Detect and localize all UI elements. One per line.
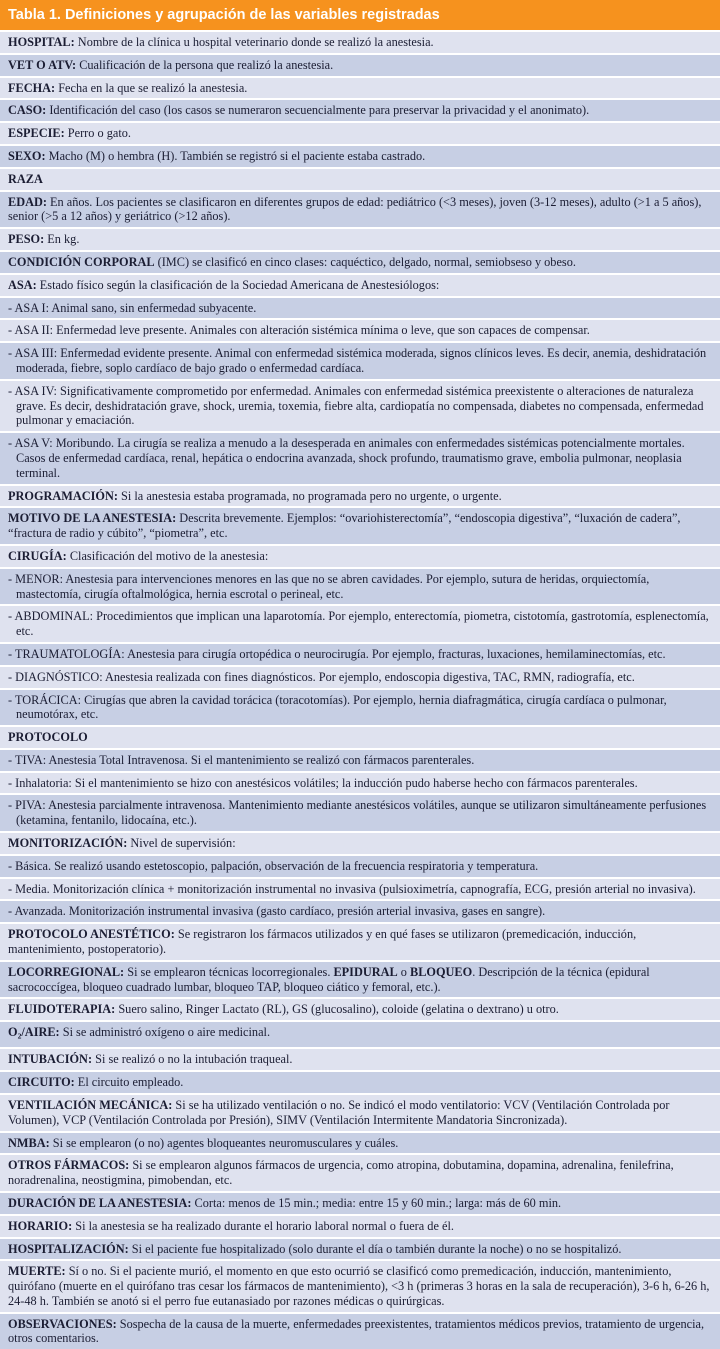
row-term: PROTOCOLO [8,730,88,745]
row-definition: - Inhalatoria: Si el mantenimiento se hizo con anestésicos volátiles; la inducción pudo haberse hecho con fármacos parenterales. [8,775,638,790]
table-row [0,381,720,433]
table-row [0,123,720,146]
row-definition: Si se realizó o no la intubación traqueal. [92,1052,293,1067]
row-definition: Descrita brevemente. Ejemplos: “ovariohisterectomía”, “endoscopia digestiva”, “luxación de cadera”, “fractura de radio y cúbito”, “piometra”, etc. [8,511,681,541]
row-term: CASO: [8,103,47,118]
row-definition: Nivel de supervisión: [127,836,236,851]
row-term: HORARIO: [8,1218,73,1233]
row-definition: Estado físico según la clasificación de la Sociedad Americana de Anestesiólogos: [36,277,440,292]
table-row [0,667,720,690]
row-term: CIRUGÍA: [8,548,67,563]
row-term: DURACIÓN DE LA ANESTESIA: [8,1195,192,1210]
row-definition: - TORÁCICA: Cirugías que abren la cavidad torácica (toracotomías). Por ejemplo, hernia diafragmática, cirugía cardíaca o pulmonar, neumotórax, etc. [8,692,667,722]
row-definition: Suero salino, Ringer Lactato (RL), GS (glucosalino), coloide (gelatina o dextrano) u otro. [115,1002,559,1017]
row-definition: (IMC) se clasificó en cinco clases: caquéctico, delgado, normal, semiobseso y obeso. [154,254,576,269]
row-definition: Se registraron los fármacos utilizados y en qué fases se utilizaron (premedicación, inducción, mantenimiento, postoperatorio). [8,927,637,957]
table-body [0,32,720,1349]
row-definition: - Básica. Se realizó usando estetoscopio, palpación, observación de la frecuencia respiratoria y temperatura. [8,858,539,873]
table-row [0,320,720,343]
row-term: LOCORREGIONAL: [8,964,125,979]
row-term: VENTILACIÓN MECÁNICA: [8,1097,173,1112]
table-title: Tabla 1. Definiciones y agrupación de las variables registradas [8,7,440,23]
table-row [0,1072,720,1095]
row-definition: . Descripción de la técnica (epidural sacrococcígea, bloqueo cuadrado lumbar, bloqueo TAP, bloqueo ciático y femoral, etc.). [8,964,650,994]
row-definition: Sospecha de la causa de la muerte, enfermedades preexistentes, tratamientos médicos previos, tratamiento de urgencia, otros comentarios. [8,1316,705,1346]
row-definition: Si se emplearon algunos fármacos de urgencia, como atropina, dobutamina, dopamina, adrenalina, fenilefrina, noradrenalina, neostigmina, pimobendan, etc. [8,1158,674,1188]
table-row [0,962,720,1000]
table-row [0,1022,720,1049]
table-row [0,569,720,607]
table-row [0,727,720,750]
table-row [0,901,720,924]
row-definition: - TRAUMATOLOGÍA: Anestesia para cirugía ortopédica o neurocirugía. Por ejemplo, fracturas, luxaciones, hemilaminectomías, etc. [8,646,666,661]
row-definition: - TIVA: Anestesia Total Intravenosa. Si el mantenimiento se realizó con fármacos parenterales. [8,752,475,767]
row-definition: - ASA IV: Significativamente comprometido por enfermedad. Animales con enfermedad sistémica preexistente o alteraciones de naturaleza grave. Es decir, deshidratación grave, shock, uremia, toxemia, fiebre alta, cardiopatía no compensada, diabetes no compensada, enfermedad pulmonar y emaciación. [8,383,704,428]
row-term: EPIDURAL [333,964,398,979]
row-term: EDAD: [8,194,47,209]
table-row [0,1095,720,1133]
table-row [0,100,720,123]
table-row [0,1239,720,1262]
table-row [0,55,720,78]
row-definition: - DIAGNÓSTICO: Anestesia realizada con fines diagnósticos. Por ejemplo, endoscopia digestiva, TAC, RMN, radiografía, etc. [8,669,635,684]
table-row [0,546,720,569]
row-definition: - ASA I: Animal sano, sin enfermedad subyacente. [8,300,257,315]
row-definition: o [397,964,410,979]
table-row [0,833,720,856]
row-term: PROGRAMACIÓN: [8,488,118,503]
row-term: O [8,1025,18,1040]
table-row [0,169,720,192]
table-row [0,252,720,275]
table-row [0,433,720,485]
table-row [0,1155,720,1193]
table-row [0,486,720,509]
row-term: PESO: [8,232,45,247]
table-row [0,508,720,546]
row-definition: - ASA V: Moribundo. La cirugía se realiza a menudo a la desesperada en animales con enfermedades sistémicas potencialmente mortales. Casos de enfermedad cardíaca, renal, hepática o endocrina avanzada, shock profundo, traumatismo grave, embolia pulmonar, neoplasia terminal. [8,436,685,480]
row-definition: Clasificación del motivo de la anestesia: [66,548,269,563]
table-row [0,856,720,879]
row-term: BLOQUEO [410,964,473,979]
row-definition: En kg. [44,232,80,247]
row-term: FLUIDOTERAPIA: [8,1002,116,1017]
table-row [0,750,720,773]
table-row [0,644,720,667]
row-term: OBSERVACIONES: [8,1316,117,1331]
row-definition: Si el paciente fue hospitalizado (solo durante el día o también durante la noche) o no se hospitalizó. [128,1241,622,1256]
table-row [0,1193,720,1216]
row-definition: Nombre de la clínica u hospital veterinario donde se realizó la anestesia. [74,35,434,49]
table-row [0,1049,720,1072]
row-term: /AIRE: [21,1025,60,1040]
table-title-bar [0,0,720,30]
row-definition: Si se emplearon técnicas locorregionales. [124,964,334,979]
table-row [0,1216,720,1239]
row-definition: Corta: menos de 15 min.; media: entre 15 y 60 min.; larga: más de 60 min. [191,1195,562,1210]
row-definition: Sí o no. Si el paciente murió, el momento en que esto ocurrió se clasificó como premedicación, inducción, mantenimiento, quirófano (muerte en el quirófano tras cesar los fármacos de mantenimiento), <3 h (primeras 3 horas en la sala de recuperación), 3-6 h, 6-26 h, 24-48 h. También se anotó si el perro fue eutanasiado por razones médicas o quirúrgicas. [8,1264,710,1308]
row-definition: - MENOR: Anestesia para intervenciones menores en las que no se abren cavidades. Por ejemplo, sutura de heridas, orquiectomía, mastectomía, cirugía oftalmológica, hernia escrotal o perineal, etc. [8,571,650,601]
table-row [0,146,720,169]
row-definition: - ASA II: Enfermedad leve presente. Animales con alteración sistémica mínima o leve, que son capaces de compensar. [8,323,590,338]
table-row [0,298,720,321]
table-row [0,1133,720,1156]
row-definition: Si la anestesia estaba programada, no programada pero no urgente, o urgente. [117,488,502,503]
row-term: HOSPITAL: [8,35,75,49]
table-row [0,1314,720,1349]
table-row [0,32,720,55]
row-term: MOTIVO DE LA ANESTESIA: [8,511,177,526]
table-row [0,1261,720,1313]
table-row [0,229,720,252]
table-row [0,275,720,298]
table-row [0,999,720,1022]
table-row [0,879,720,902]
table-row [0,192,720,230]
row-definition: Cualificación de la persona que realizó la anestesia. [76,57,334,72]
row-definition: Si se emplearon (o no) agentes bloqueantes neuromusculares y cuáles. [49,1135,399,1150]
row-term: MONITORIZACIÓN: [8,836,128,851]
row-definition: Perro o gato. [64,126,131,141]
row-term: HOSPITALIZACIÓN: [8,1241,129,1256]
row-term: SEXO: [8,148,46,163]
row-definition: Si la anestesia se ha realizado durante el horario laboral normal o fuera de él. [72,1218,454,1233]
row-term: INTUBACIÓN: [8,1052,93,1067]
row-definition: Si se administró oxígeno o aire medicinal. [59,1025,271,1040]
row-term: ASA: [8,277,37,292]
table-row [0,606,720,644]
row-definition: - PIVA: Anestesia parcialmente intravenosa. Mantenimiento mediante anestésicos volátiles, aunque se utilizaron simultáneamente perfusiones (ketamina, fentanilo, lidocaína, etc.). [8,798,707,828]
table-row [0,343,720,381]
row-definition: - ABDOMINAL: Procedimientos que implican una laparotomía. Por ejemplo, enterectomía, piometra, cistotomía, gastrotomía, esplenectomía, etc. [8,609,709,639]
table-row [0,795,720,833]
row-term: VET O ATV: [8,57,77,72]
row-definition: En años. Los pacientes se clasificaron en diferentes grupos de edad: pediátrico (<3 meses), joven (3-12 meses), adulto (>1 a 5 años), senior (>5 a 12 años) y geriátrico (>12 años). [8,194,702,224]
row-definition: Fecha en la que se realizó la anestesia. [55,80,248,95]
table-row [0,690,720,728]
row-term: CIRCUITO: [8,1075,75,1090]
table-row [0,78,720,101]
row-definition: Si se ha utilizado ventilación o no. Se indicó el modo ventilatorio: VCV (Ventilación Controlada por Volumen), VCP (Ventilación Controlada por Presión), SIMV (Ventilación Intermitente Mandatoria Sincronizada). [8,1097,670,1127]
row-term: OTROS FÁRMACOS: [8,1158,130,1173]
row-term: RAZA [8,171,43,186]
row-term: FECHA: [8,80,56,95]
row-definition: - Avanzada. Monitorización instrumental invasiva (gasto cardíaco, presión arterial invasiva, gases en sangre). [8,904,546,919]
row-term: 2 [17,1031,22,1041]
row-definition: - ASA III: Enfermedad evidente presente. Animal con enfermedad sistémica moderada, signos clínicos leves. Es decir, anemia, deshidratación moderada, fiebre, soplo cardíaco de bajo grado o enfermedad cardíaca. [8,346,707,375]
row-term: CONDICIÓN CORPORAL [8,254,155,269]
row-definition: El circuito empleado. [74,1075,184,1090]
row-term: MUERTE: [8,1264,66,1279]
table-row [0,924,720,962]
row-definition: - Media. Monitorización clínica + monitorización instrumental no invasiva (pulsioximetría, capnografía, ECG, presión arterial no invasiva). [8,881,696,896]
row-definition: Macho (M) o hembra (H). También se registró si el paciente estaba castrado. [45,148,426,163]
row-term: ESPECIE: [8,126,65,141]
row-term: NMBA: [8,1135,50,1150]
row-definition: Identificación del caso (los casos se numeraron secuencialmente para preservar la privacidad y el anonimato). [46,103,590,118]
row-term: PROTOCOLO ANESTÉTICO: [8,927,175,942]
table-row [0,773,720,796]
